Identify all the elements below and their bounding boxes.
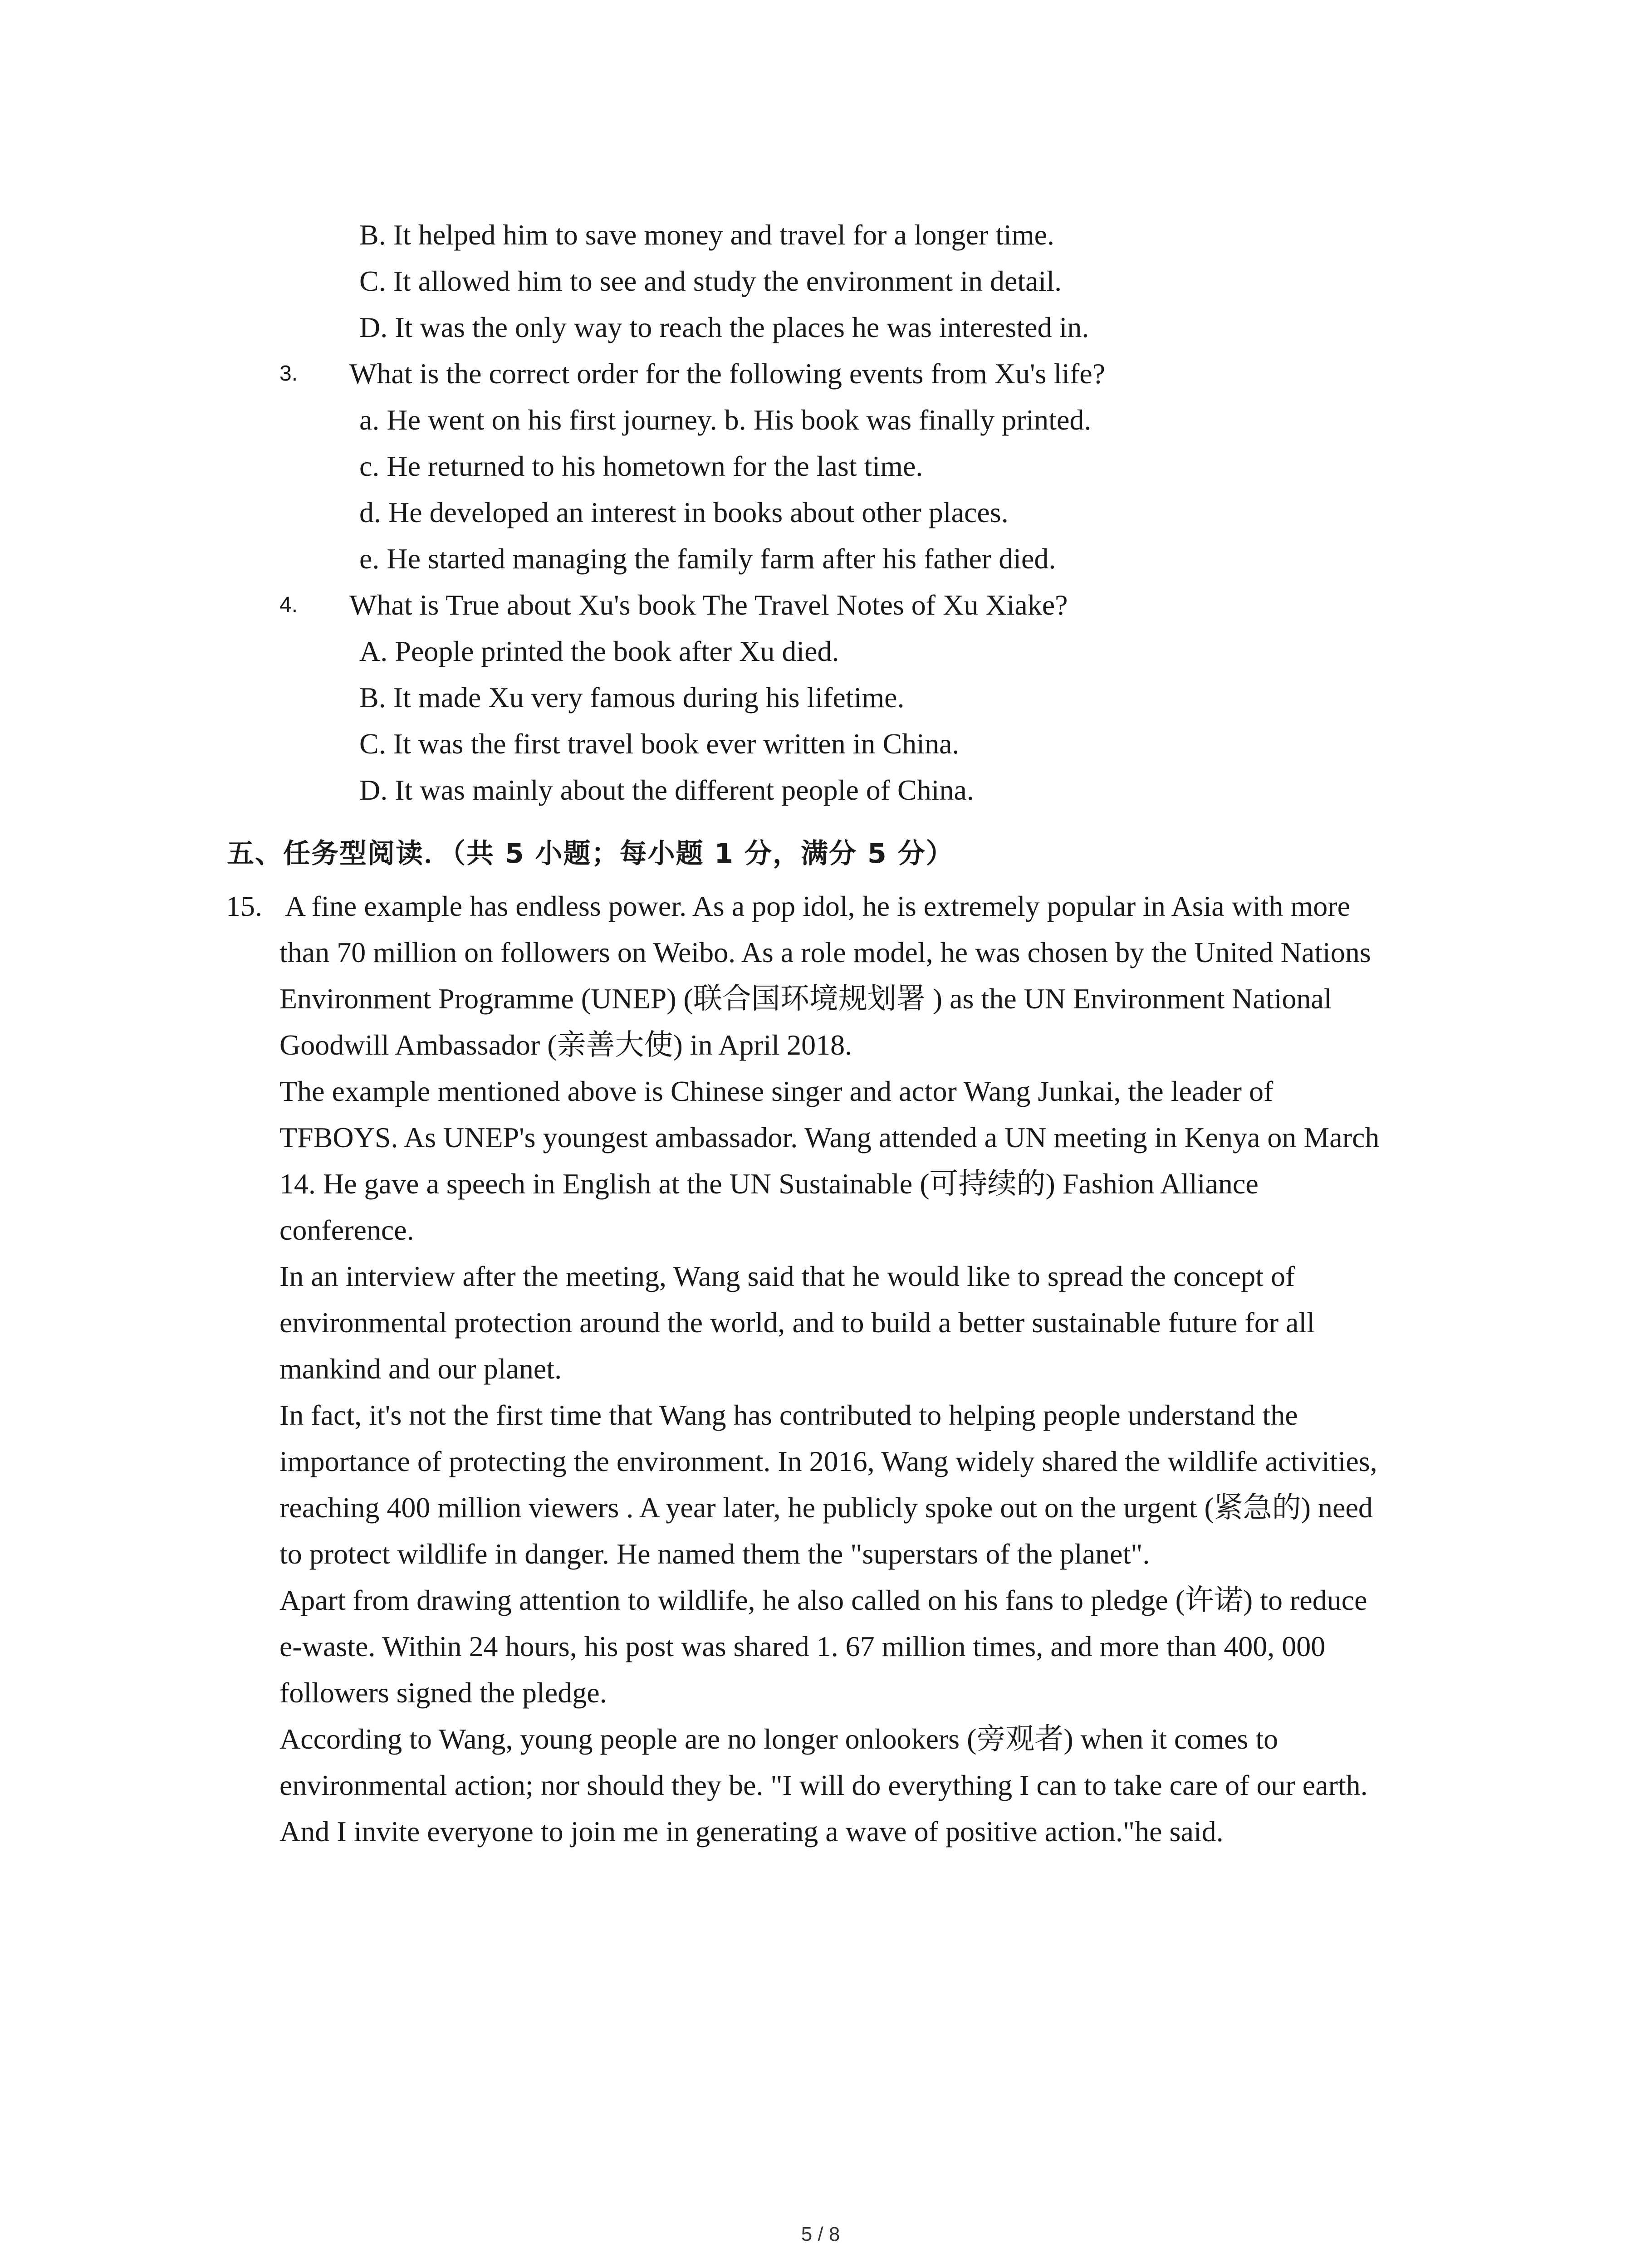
q4-option-d: D. It was mainly about the different people of China.	[359, 774, 974, 806]
passage-line: In fact, it's not the first time that Wang has contributed to helping people understand the	[279, 1399, 1298, 1431]
passage-line: conference.	[279, 1214, 414, 1246]
passage-line: e-waste. Within 24 hours, his post was shared 1. 67 million times, and more than 400, 000	[279, 1630, 1326, 1662]
q3-text: What is the correct order for the following events from Xu's life?	[349, 357, 1106, 390]
passage-line: Apart from drawing attention to wildlife, he also called on his fans to pledge (许诺) to reduce	[279, 1584, 1367, 1616]
q2-option-b: B. It helped him to save money and travel for a longer time.	[359, 219, 1054, 251]
q2-option-c: C. It allowed him to see and study the environment in detail.	[359, 265, 1062, 297]
passage-line: The example mentioned above is Chinese singer and actor Wang Junkai, the leader of	[279, 1075, 1274, 1107]
q4-number: 4.	[279, 593, 298, 617]
q3-item-e: e. He started managing the family farm after his father died.	[359, 543, 1056, 575]
passage-line: 14. He gave a speech in English at the UN Sustainable (可持续的) Fashion Alliance	[279, 1168, 1259, 1200]
q4-option-b: B. It made Xu very famous during his lifetime.	[359, 681, 905, 714]
passage-line: A fine example has endless power. As a pop idol, he is extremely popular in Asia with more	[285, 890, 1350, 922]
page-number: 5 / 8	[801, 2223, 840, 2245]
passage-line: Environment Programme (UNEP) (联合国环境规划署 ) as the UN Environment National	[279, 982, 1332, 1015]
passage-line: reaching 400 million viewers . A year later, he publicly spoke out on the urgent (紧急的) need	[279, 1491, 1373, 1524]
q3-item-c: c. He returned to his hometown for the last time.	[359, 450, 923, 482]
q4-option-a: A. People printed the book after Xu died.	[359, 635, 839, 667]
passage-line: to protect wildlife in danger. He named them the "superstars of the planet".	[279, 1538, 1150, 1570]
q4-text: What is True about Xu's book The Travel Notes of Xu Xiake?	[349, 589, 1068, 621]
passage-line: mankind and our planet.	[279, 1353, 562, 1385]
passage-line: In an interview after the meeting, Wang said that he would like to spread the concept of	[279, 1260, 1295, 1292]
q4-option-c: C. It was the first travel book ever written in China.	[359, 728, 960, 760]
passage-line: environmental action; nor should they be. "I will do everything I can to take care of our earth.	[279, 1769, 1368, 1801]
passage-line: According to Wang, young people are no longer onlookers (旁观者) when it comes to	[279, 1723, 1279, 1755]
passage-line: than 70 million on followers on Weibo. As a role model, he was chosen by the United Nations	[279, 936, 1371, 968]
passage-line: TFBOYS. As UNEP's youngest ambassador. Wang attended a UN meeting in Kenya on March	[279, 1121, 1380, 1154]
q2-option-d: D. It was the only way to reach the places he was interested in.	[359, 311, 1089, 343]
q3-item-d: d. He developed an interest in books about other places.	[359, 496, 1009, 528]
section-heading: 五、任务型阅读．（共 5 小题；每小题 1 分，满分 5 分）	[227, 838, 954, 870]
q3-item-ab: a. He went on his first journey. b. His book was finally printed.	[359, 404, 1092, 436]
q3-number: 3.	[279, 362, 298, 386]
passage-line: Goodwill Ambassador (亲善大使) in April 2018.	[279, 1029, 852, 1061]
passage-number: 15.	[226, 890, 262, 922]
passage-line: importance of protecting the environment. In 2016, Wang widely shared the wildlife activities,	[279, 1445, 1377, 1477]
passage-line: And I invite everyone to join me in generating a wave of positive action."he said.	[279, 1815, 1224, 1848]
passage-line: followers signed the pledge.	[279, 1677, 607, 1709]
passage-line: environmental protection around the world, and to build a better sustainable future for all	[279, 1306, 1315, 1339]
